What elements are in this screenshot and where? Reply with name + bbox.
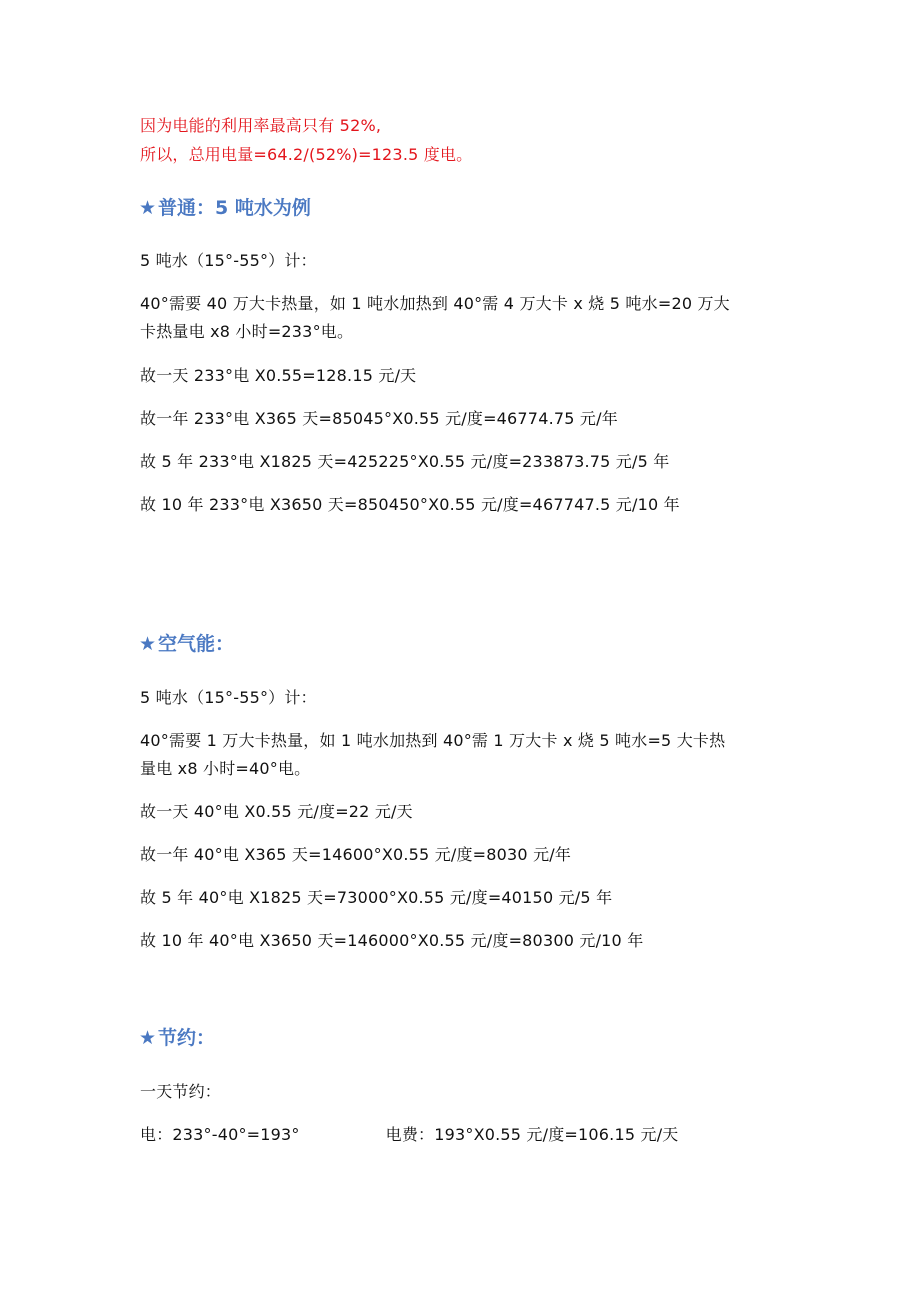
normal-calc-line-1: 40°需要 40 万大卡热量，如 1 吨水加热到 40°需 4 万大卡 x 烧 5 吨水=20 万大 — [140, 294, 730, 313]
section-title: 普通：5 吨水为例 — [158, 197, 311, 219]
normal-calc-line-2: 卡热量电 x8 小时=233°电。 — [140, 322, 354, 341]
air-year-5: 故 5 年 40°电 X1825 天=73000°X0.55 元/度=40150 元/5 年 — [140, 888, 613, 907]
intro-line-1: 因为电能的利用率最高只有 52%, — [140, 116, 382, 135]
saving-cost: 电费：193°X0.55 元/度=106.15 元/天 — [385, 1125, 679, 1144]
section-heading-saving — [139, 1026, 215, 1050]
air-basis: 5 吨水（15°-55°）计： — [140, 688, 317, 707]
normal-year-5: 故 5 年 233°电 X1825 天=425225°X0.55 元/度=233873.75 元/5 年 — [140, 452, 670, 471]
air-year: 故一年 40°电 X365 天=14600°X0.55 元/度=8030 元/年 — [140, 845, 572, 864]
section-title: 节约： — [158, 1027, 216, 1049]
air-calc-line-2: 量电 x8 小时=40°电。 — [140, 759, 311, 778]
star-icon: ★ — [139, 197, 157, 219]
normal-basis: 5 吨水（15°-55°）计： — [140, 251, 317, 270]
normal-year-10: 故 10 年 233°电 X3650 天=850450°X0.55 元/度=467747.5 元/10 年 — [140, 495, 680, 514]
intro-line-2: 所以，总用电量=64.2/(52%)=123.5 度电。 — [140, 145, 473, 164]
air-day: 故一天 40°电 X0.55 元/度=22 元/天 — [140, 802, 413, 821]
normal-day: 故一天 233°电 X0.55=128.15 元/天 — [140, 366, 417, 385]
section-heading-air — [139, 632, 234, 656]
saving-subtitle: 一天节约： — [140, 1082, 222, 1101]
air-year-10: 故 10 年 40°电 X3650 天=146000°X0.55 元/度=80300 元/10 年 — [140, 931, 644, 950]
star-icon: ★ — [139, 1027, 157, 1049]
star-icon: ★ — [139, 633, 157, 655]
air-calc-line-1: 40°需要 1 万大卡热量，如 1 吨水加热到 40°需 1 万大卡 x 烧 5 吨水=5 大卡热 — [140, 731, 726, 750]
saving-row — [140, 1125, 679, 1145]
section-heading-normal — [139, 196, 311, 220]
section-title: 空气能： — [158, 633, 235, 655]
saving-electricity: 电：233°-40°=193° — [140, 1125, 300, 1144]
normal-year: 故一年 233°电 X365 天=85045°X0.55 元/度=46774.75 元/年 — [140, 409, 618, 428]
